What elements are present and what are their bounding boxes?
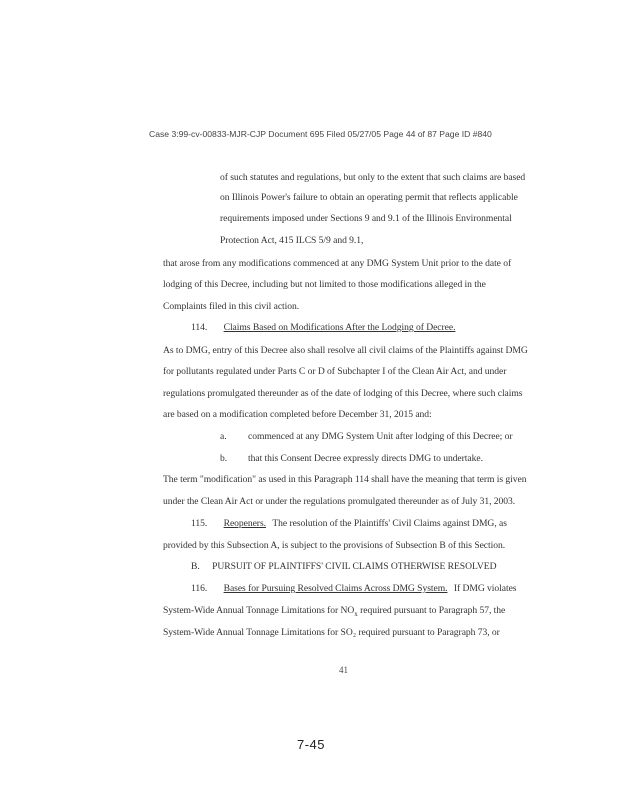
section-b-heading — [191, 561, 496, 573]
paragraph-116-heading — [191, 583, 517, 595]
section-label: B. — [191, 561, 200, 572]
text-line: As to DMG, entry of this Decree also shall resolve all civil claims of the Plaintiffs against DMG — [163, 345, 528, 356]
paragraph-114-heading — [191, 322, 455, 334]
list-item-b — [220, 453, 483, 465]
paragraph-title: Claims Based on Modifications After the Lodging of Decree. — [223, 322, 456, 333]
text-line: are based on a modification completed before December 31, 2015 and: — [163, 409, 432, 420]
paragraph-115-heading — [191, 518, 507, 530]
paragraph-number: 116. — [191, 583, 208, 594]
text-line: for pollutants regulated under Parts C or D of Subchapter I of the Clean Air Act, and under — [163, 366, 507, 377]
text-line: provided by this Subsection A, is subject to the provisions of Subsection B of this Section. — [163, 540, 506, 551]
section-title: PURSUIT OF PLAINTIFFS' CIVIL CLAIMS OTHERWISE RESOLVED — [212, 561, 497, 572]
text-segment: System-Wide Annual Tonnage Limitations for NO — [163, 605, 355, 616]
paragraph-title: Reopeners. — [223, 518, 266, 529]
subscript: x — [354, 609, 358, 618]
text-line: that arose from any modifications commenced at any DMG System Unit prior to the date of — [163, 258, 512, 269]
text-segment: required pursuant to Paragraph 57, the — [357, 605, 506, 616]
page-number: 41 — [339, 665, 348, 675]
text-line: Complaints filed in this civil action. — [163, 301, 300, 312]
text-line: lodging of this Decree, including but not limited to those modifications alleged in the — [163, 279, 486, 290]
paragraph-title: Bases for Pursuing Resolved Claims Across DMG System. — [223, 583, 448, 594]
text-line: System-Wide Annual Tonnage Limitations for SO₂ required pursuant to Paragraph 73, or — [163, 627, 500, 638]
text-line: under the Clean Air Act or under the regulations promulgated thereunder as of July 31, 2003. — [163, 496, 516, 507]
list-text: commenced at any DMG System Unit after lodging of this Decree; or — [248, 431, 513, 442]
list-label: b. — [220, 453, 228, 464]
list-text: that this Consent Decree expressly directs DMG to undertake. — [248, 453, 483, 464]
list-item-a — [220, 431, 513, 443]
text-line: of such statutes and regulations, but only to the extent that such claims are based — [220, 172, 526, 183]
paragraph-number: 114. — [191, 322, 208, 333]
paragraph-number: 115. — [191, 518, 208, 529]
text-line: on Illinois Power's failure to obtain an operating permit that reflects applicable — [220, 192, 518, 203]
paragraph-text: The resolution of the Plaintiffs' Civil Claims against DMG, as — [272, 518, 507, 529]
case-header: Case 3:99-cv-00833-MJR-CJP Document 695 Filed 05/27/05 Page 44 of 87 Page ID #840 — [149, 129, 492, 139]
text-line — [163, 605, 505, 620]
text-line: regulations promulgated thereunder as of the date of lodging of this Decree, where such claims — [163, 388, 523, 399]
list-label: a. — [220, 431, 227, 442]
text-line: requirements imposed under Sections 9 and 9.1 of the Illinois Environmental — [220, 213, 512, 224]
text-line: Protection Act, 415 ILCS 5/9 and 9.1, — [220, 235, 364, 246]
text-line: The term "modification" as used in this Paragraph 114 shall have the meaning that term is given — [163, 474, 527, 485]
paragraph-text: If DMG violates — [453, 583, 517, 594]
exhibit-page-number: 7-45 — [297, 737, 326, 752]
